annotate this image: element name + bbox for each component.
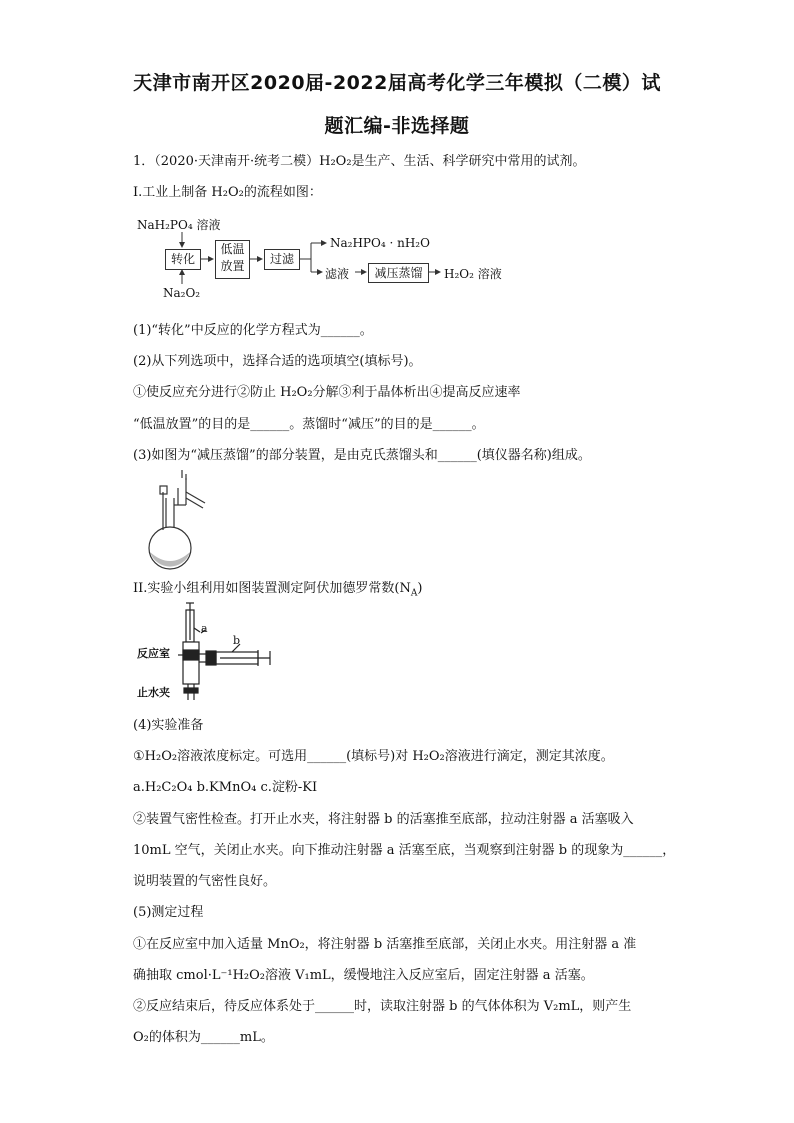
flow-step-lowtemp-line2: 放置 xyxy=(220,259,245,273)
sub-question-3: (3)如图为“减压蒸馏”的部分装置，是由克氏蒸馏头和______(填仪器名称)组成。 xyxy=(133,448,591,463)
clamp xyxy=(184,688,198,693)
flow-output-filtrate: 滤液 xyxy=(325,267,350,281)
sub-question-4-options: a.H₂C₂O₄ b.KMnO₄ c.淀粉-KI xyxy=(133,780,318,795)
doc-title-line2: 题汇编-非选择题 xyxy=(324,115,470,137)
flow-step-lowtemp-line1: 低温 xyxy=(220,242,245,256)
part2-heading: II.实验小组利用如图装置测定阿伏加德罗常数$(N_A)$ xyxy=(133,581,423,599)
sub-question-2: (2)从下列选项中，选择合适的选项填空(填标号)。 xyxy=(133,354,422,369)
reaction-chamber xyxy=(183,642,199,684)
doc-title-line1: 天津市南开区2020届-2022届高考化学三年模拟（二模）试 xyxy=(133,72,661,94)
sub-question-4-1: ①H₂O₂溶液浓度标定。可选用______(填标号)对 H₂O₂溶液进行滴定，测定其浓度。 xyxy=(133,749,614,764)
q1-intro: 1．（2020·天津南开·统考二模）H₂O₂是生产、生活、科学研究中常用的试剂。 xyxy=(133,154,586,169)
sub-question-5-1-line2: 确抽取 cmol·L⁻¹H₂O₂溶液 V₁mL，缓慢地注入反应室后，固定注射器 a 活塞。 xyxy=(133,968,594,983)
flow-product: H₂O₂ 溶液 xyxy=(444,267,502,281)
flow-step-distill: 减压蒸馏 xyxy=(368,263,429,283)
flow-input-top: NaH₂PO₄ 溶液 xyxy=(137,218,221,232)
sub-question-5-2-line2: O₂的体积为______mL。 xyxy=(133,1030,274,1045)
sub-question-2-blanks: “低温放置”的目的是______。蒸馏时“减压”的目的是______。 xyxy=(133,417,485,432)
flow-output-solid: Na₂HPO₄ · nH₂O xyxy=(330,236,430,250)
sub-question-1: (1)“转化”中反应的化学方程式为______。 xyxy=(133,323,373,338)
sub-question-5-1-line1: ①在反应室中加入适量 MnO₂，将注射器 b 活塞推至底部，关闭止水夹。用注射器 a 准 xyxy=(133,937,637,952)
sub-question-4: (4)实验准备 xyxy=(133,718,204,733)
stopper xyxy=(183,650,199,660)
sub-question-4-2-line1: ②装置气密性检查。打开止水夹，将注射器 b 的活塞推至底部，拉动注射器 a 活塞吸入 xyxy=(133,812,634,827)
sub-question-5-2-line1: ②反应结束后，待反应体系处于______时，读取注射器 b 的气体体积为 V₂mL，则产生 xyxy=(133,999,632,1014)
sub-question-4-2-line3: 说明装置的气密性良好。 xyxy=(133,874,277,889)
sub-question-4-2-line2: 10mL 空气，关闭止水夹。向下推动注射器 a 活塞至底，当观察到注射器 b 的现象为______， xyxy=(133,843,676,858)
label-reaction-chamber: 反应室 xyxy=(137,647,170,660)
label-syringe-b: b xyxy=(233,634,241,647)
label-syringe-a: a xyxy=(201,622,208,635)
part1-heading: I.工业上制备 H₂O₂的流程如图： xyxy=(133,185,322,200)
sub-question-5: (5)测定过程 xyxy=(133,905,204,920)
flow-step-filter: 过滤 xyxy=(264,249,300,270)
label-clamp: 止水夹 xyxy=(137,686,170,699)
flow-input-bottom: Na₂O₂ xyxy=(163,286,201,300)
flow-step-convert: 转化 xyxy=(165,249,201,270)
sub-question-2-options: ①使反应充分进行②防止 H₂O₂分解③利于晶体析出④提高反应速率 xyxy=(133,385,521,400)
